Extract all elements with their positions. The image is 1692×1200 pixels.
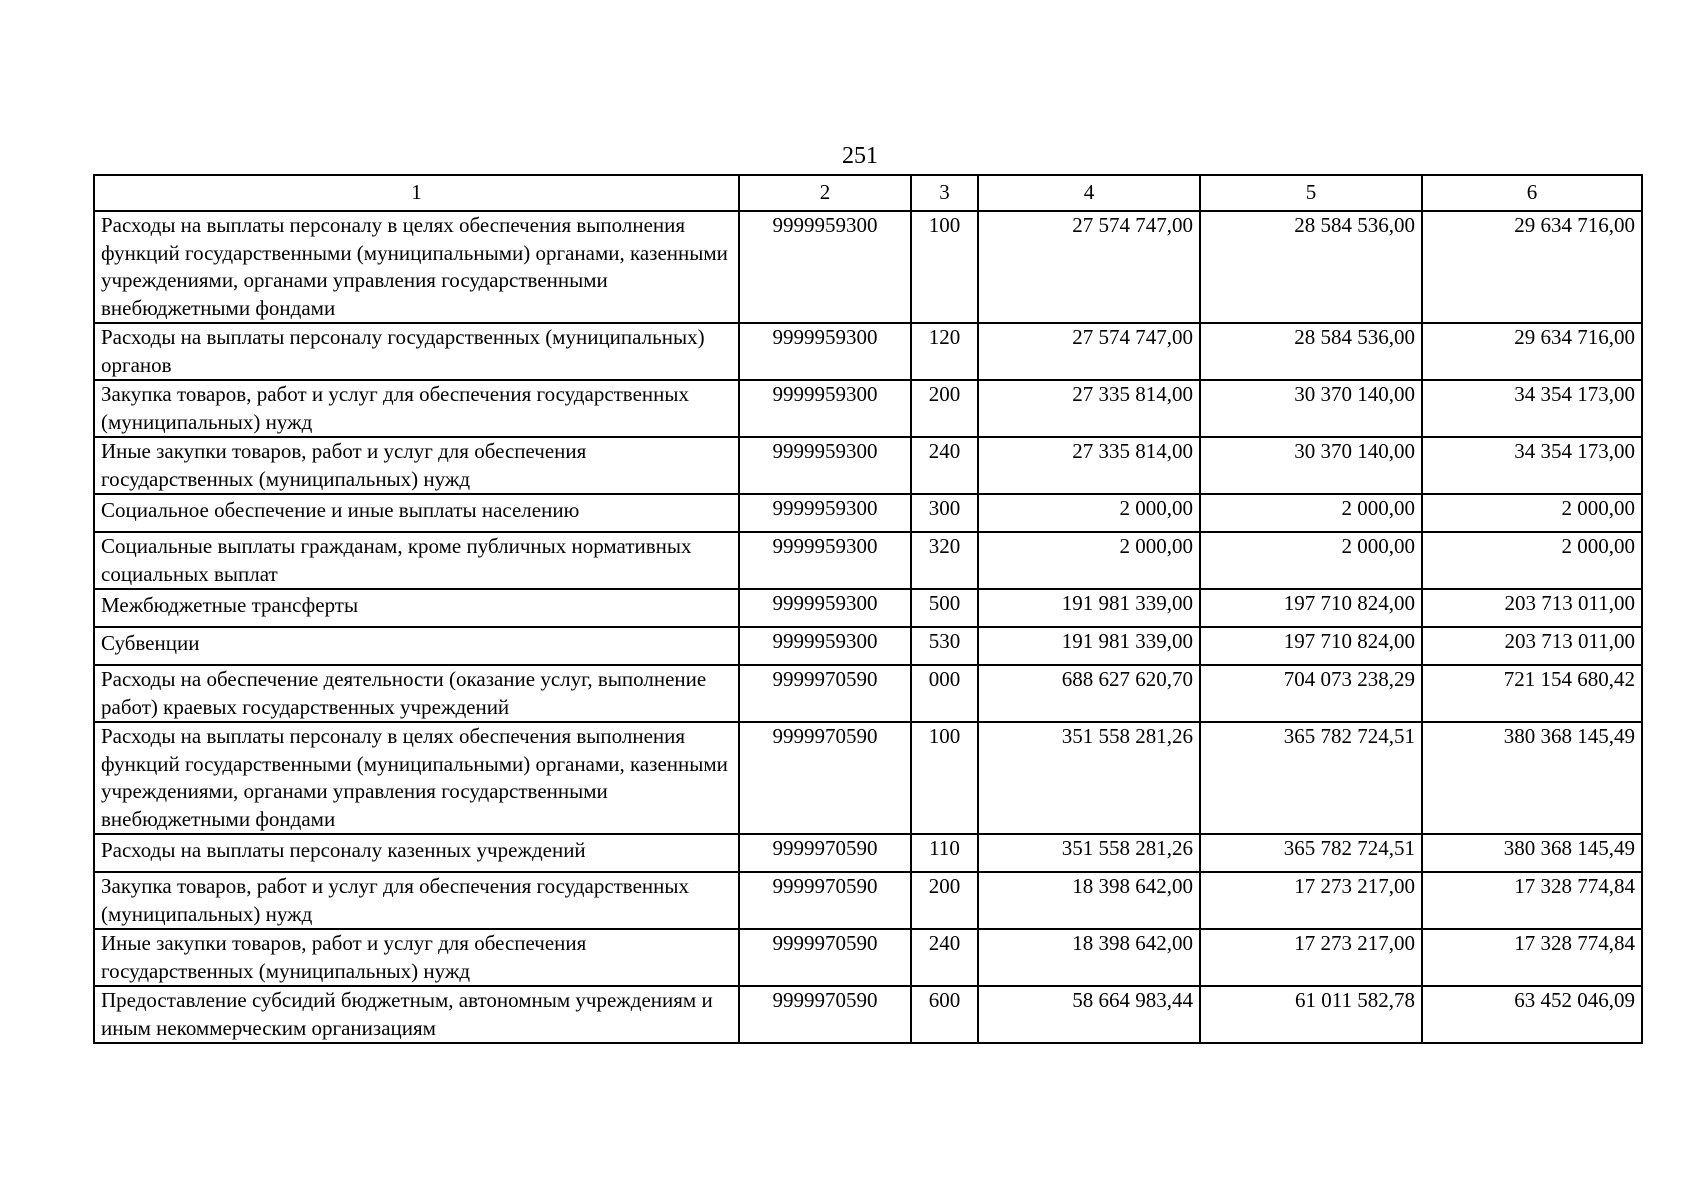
- expense-type-cell: 000: [911, 665, 978, 722]
- amount-col5-cell: 365 782 724,51: [1200, 722, 1422, 834]
- expense-name-cell: Межбюджетные трансферты: [94, 589, 739, 627]
- expense-name-cell: Субвенции: [94, 627, 739, 665]
- amount-col4-cell: 2 000,00: [978, 532, 1200, 589]
- target-code-cell: 9999959300: [739, 532, 911, 589]
- amount-col6-cell: 34 354 173,00: [1422, 380, 1642, 437]
- target-code-cell: 9999959300: [739, 627, 911, 665]
- target-code-cell: 9999970590: [739, 834, 911, 872]
- expense-type-cell: 100: [911, 211, 978, 323]
- table-row: [94, 532, 1642, 589]
- table-row: [94, 872, 1642, 929]
- table-row: [94, 380, 1642, 437]
- expense-type-cell: 240: [911, 437, 978, 494]
- target-code-cell: 9999959300: [739, 437, 911, 494]
- table-row: [94, 665, 1642, 722]
- expense-name-cell: Расходы на выплаты персоналу государственных (муниципальных) органов: [94, 323, 739, 380]
- amount-col4-cell: 18 398 642,00: [978, 872, 1200, 929]
- amount-col4-cell: 18 398 642,00: [978, 929, 1200, 986]
- table-row: [94, 986, 1642, 1043]
- amount-col6-cell: 2 000,00: [1422, 532, 1642, 589]
- table-header: [94, 175, 1642, 211]
- table-row: [94, 589, 1642, 627]
- column-header-1: 1: [94, 175, 739, 211]
- expense-name-cell: Расходы на выплаты персоналу в целях обеспечения выполнения функций государственными (муниципальными) органами, казенными учреждениями, органами управления государственными внебюджетными фондами: [94, 722, 739, 834]
- amount-col6-cell: 380 368 145,49: [1422, 834, 1642, 872]
- expense-name-cell: Расходы на выплаты персоналу казенных учреждений: [94, 834, 739, 872]
- amount-col4-cell: 27 574 747,00: [978, 323, 1200, 380]
- expense-name-cell: Расходы на обеспечение деятельности (оказание услуг, выполнение работ) краевых государственных учреждений: [94, 665, 739, 722]
- table-row: [94, 211, 1642, 323]
- expense-type-cell: 200: [911, 872, 978, 929]
- amount-col4-cell: 351 558 281,26: [978, 722, 1200, 834]
- expense-type-cell: 300: [911, 494, 978, 532]
- table-row: [94, 494, 1642, 532]
- target-code-cell: 9999970590: [739, 986, 911, 1043]
- header-row: [94, 175, 1642, 211]
- amount-col6-cell: 17 328 774,84: [1422, 872, 1642, 929]
- target-code-cell: 9999970590: [739, 665, 911, 722]
- expense-type-cell: 600: [911, 986, 978, 1043]
- target-code-cell: 9999959300: [739, 380, 911, 437]
- target-code-cell: 9999970590: [739, 872, 911, 929]
- page-number: 251: [842, 143, 878, 169]
- target-code-cell: 9999970590: [739, 722, 911, 834]
- amount-col5-cell: 30 370 140,00: [1200, 437, 1422, 494]
- amount-col5-cell: 28 584 536,00: [1200, 323, 1422, 380]
- amount-col5-cell: 2 000,00: [1200, 494, 1422, 532]
- amount-col4-cell: 191 981 339,00: [978, 589, 1200, 627]
- amount-col6-cell: 2 000,00: [1422, 494, 1642, 532]
- amount-col6-cell: 17 328 774,84: [1422, 929, 1642, 986]
- amount-col6-cell: 34 354 173,00: [1422, 437, 1642, 494]
- amount-col4-cell: 27 335 814,00: [978, 380, 1200, 437]
- budget-table: [93, 174, 1643, 1044]
- amount-col4-cell: 191 981 339,00: [978, 627, 1200, 665]
- expense-type-cell: 530: [911, 627, 978, 665]
- column-header-5: 5: [1200, 175, 1422, 211]
- amount-col6-cell: 63 452 046,09: [1422, 986, 1642, 1043]
- amount-col5-cell: 197 710 824,00: [1200, 627, 1422, 665]
- expense-name-cell: Иные закупки товаров, работ и услуг для обеспечения государственных (муниципальных) нужд: [94, 929, 739, 986]
- column-header-3: 3: [911, 175, 978, 211]
- amount-col6-cell: 721 154 680,42: [1422, 665, 1642, 722]
- amount-col5-cell: 365 782 724,51: [1200, 834, 1422, 872]
- amount-col4-cell: 27 574 747,00: [978, 211, 1200, 323]
- amount-col5-cell: 61 011 582,78: [1200, 986, 1422, 1043]
- amount-col5-cell: 30 370 140,00: [1200, 380, 1422, 437]
- expense-name-cell: Закупка товаров, работ и услуг для обеспечения государственных (муниципальных) нужд: [94, 872, 739, 929]
- amount-col6-cell: 29 634 716,00: [1422, 211, 1642, 323]
- column-header-6: 6: [1422, 175, 1642, 211]
- amount-col5-cell: 28 584 536,00: [1200, 211, 1422, 323]
- target-code-cell: 9999959300: [739, 589, 911, 627]
- expense-type-cell: 240: [911, 929, 978, 986]
- expense-type-cell: 500: [911, 589, 978, 627]
- expense-type-cell: 110: [911, 834, 978, 872]
- expense-type-cell: 120: [911, 323, 978, 380]
- amount-col6-cell: 380 368 145,49: [1422, 722, 1642, 834]
- table-row: [94, 722, 1642, 834]
- amount-col5-cell: 17 273 217,00: [1200, 929, 1422, 986]
- expense-name-cell: Расходы на выплаты персоналу в целях обеспечения выполнения функций государственными (муниципальными) органами, казенными учреждениями, органами управления государственными внебюджетными фондами: [94, 211, 739, 323]
- expense-type-cell: 320: [911, 532, 978, 589]
- target-code-cell: 9999959300: [739, 323, 911, 380]
- expense-type-cell: 200: [911, 380, 978, 437]
- expense-name-cell: Иные закупки товаров, работ и услуг для обеспечения государственных (муниципальных) нужд: [94, 437, 739, 494]
- expense-type-cell: 100: [911, 722, 978, 834]
- amount-col6-cell: 203 713 011,00: [1422, 627, 1642, 665]
- column-header-4: 4: [978, 175, 1200, 211]
- amount-col5-cell: 2 000,00: [1200, 532, 1422, 589]
- expense-name-cell: Предоставление субсидий бюджетным, автономным учреждениям и иным некоммерческим организациям: [94, 986, 739, 1043]
- target-code-cell: 9999959300: [739, 494, 911, 532]
- table-body: [94, 211, 1642, 1043]
- amount-col6-cell: 29 634 716,00: [1422, 323, 1642, 380]
- expense-name-cell: Социальные выплаты гражданам, кроме публичных нормативных социальных выплат: [94, 532, 739, 589]
- expense-name-cell: Социальное обеспечение и иные выплаты населению: [94, 494, 739, 532]
- target-code-cell: 9999970590: [739, 929, 911, 986]
- amount-col4-cell: 2 000,00: [978, 494, 1200, 532]
- amount-col4-cell: 58 664 983,44: [978, 986, 1200, 1043]
- target-code-cell: 9999959300: [739, 211, 911, 323]
- table-row: [94, 627, 1642, 665]
- table-row: [94, 437, 1642, 494]
- amount-col5-cell: 704 073 238,29: [1200, 665, 1422, 722]
- amount-col5-cell: 17 273 217,00: [1200, 872, 1422, 929]
- amount-col6-cell: 203 713 011,00: [1422, 589, 1642, 627]
- amount-col4-cell: 351 558 281,26: [978, 834, 1200, 872]
- table-row: [94, 929, 1642, 986]
- expense-name-cell: Закупка товаров, работ и услуг для обеспечения государственных (муниципальных) нужд: [94, 380, 739, 437]
- table-row: [94, 834, 1642, 872]
- table-row: [94, 323, 1642, 380]
- amount-col4-cell: 688 627 620,70: [978, 665, 1200, 722]
- column-header-2: 2: [739, 175, 911, 211]
- amount-col5-cell: 197 710 824,00: [1200, 589, 1422, 627]
- amount-col4-cell: 27 335 814,00: [978, 437, 1200, 494]
